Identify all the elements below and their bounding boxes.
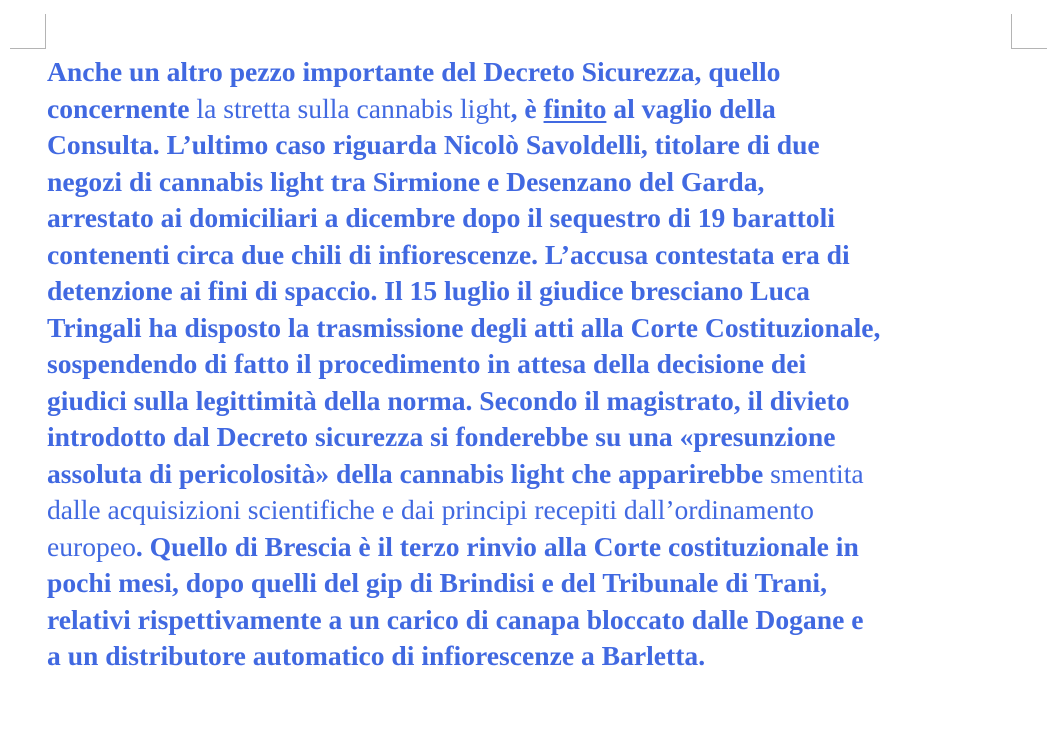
- text-run: finito: [543, 92, 607, 124]
- text-line: [47, 346, 1047, 383]
- text-run: pochi mesi, dopo quelli del gip di Brindisi e del Tribunale di Trani,: [47, 567, 827, 598]
- text-line: [47, 237, 1047, 274]
- text-line: [47, 273, 1047, 310]
- text-line: [47, 638, 1047, 675]
- text-run: arrestato ai domiciliari a dicembre dopo il sequestro di 19 barattoli: [47, 202, 835, 233]
- text-run: detenzione ai fini di spaccio. Il 15 luglio il giudice bresciano Luca: [47, 275, 810, 306]
- text-run: contenenti circa due chili di infiorescenze. L’accusa contestata era di: [47, 238, 850, 270]
- text-line: [47, 529, 1047, 566]
- text-line: [47, 310, 1047, 347]
- text-run: europeo: [47, 530, 136, 562]
- text-run: Tringali ha disposto la trasmissione degli atti alla Corte Costituzionale,: [47, 311, 881, 343]
- text-run: negozi di cannabis light tra Sirmione e Desenzano del Garda,: [47, 165, 765, 197]
- text-run: . Quello di Brescia è il terzo rinvio alla Corte costituzionale in: [135, 530, 859, 562]
- text-line: [47, 383, 1047, 420]
- margin-mark-top-left: [10, 14, 46, 49]
- text-run: relativi rispettivamente a un carico di canapa bloccato dalle Dogane e: [47, 603, 864, 635]
- text-line: [47, 419, 1047, 456]
- text-line: [47, 602, 1047, 639]
- paragraph[interactable]: [47, 54, 1047, 675]
- text-line: [47, 492, 1047, 529]
- text-run: smentita: [763, 457, 864, 489]
- text-run: , è: [510, 92, 544, 124]
- margin-mark-top-right: [1011, 14, 1047, 49]
- text-run: la stretta sulla cannabis light: [189, 92, 511, 124]
- text-run: introdotto dal Decreto sicurezza si fonderebbe su una «presunzione: [47, 421, 836, 452]
- text-line: [47, 200, 1047, 237]
- text-run: Anche un altro pezzo importante del Decreto Sicurezza, quello: [47, 56, 781, 87]
- text-line: [47, 127, 1047, 164]
- text-line: [47, 91, 1047, 128]
- text-run: Consulta. L’ultimo caso riguarda Nicolò Savoldelli, titolare di due: [47, 129, 820, 160]
- text-line: [47, 164, 1047, 201]
- text-line: [47, 565, 1047, 602]
- document-body[interactable]: [47, 54, 1047, 675]
- text-run: dalle acquisizioni scientifiche e dai principi recepiti dall’ordinamento: [47, 494, 814, 525]
- text-run: concernente: [47, 92, 190, 124]
- text-run: giudici sulla legittimità della norma. Secondo il magistrato, il divieto: [47, 384, 850, 416]
- text-line: [47, 456, 1047, 493]
- text-run: assoluta di pericolosità» della cannabis light che apparirebbe: [47, 457, 764, 489]
- text-run: sospendendo di fatto il procedimento in attesa della decisione dei: [47, 348, 807, 379]
- text-line: [47, 54, 1047, 91]
- text-run: a un distributore automatico di infiorescenze a Barletta.: [47, 640, 706, 671]
- text-run: al vaglio della: [606, 92, 776, 124]
